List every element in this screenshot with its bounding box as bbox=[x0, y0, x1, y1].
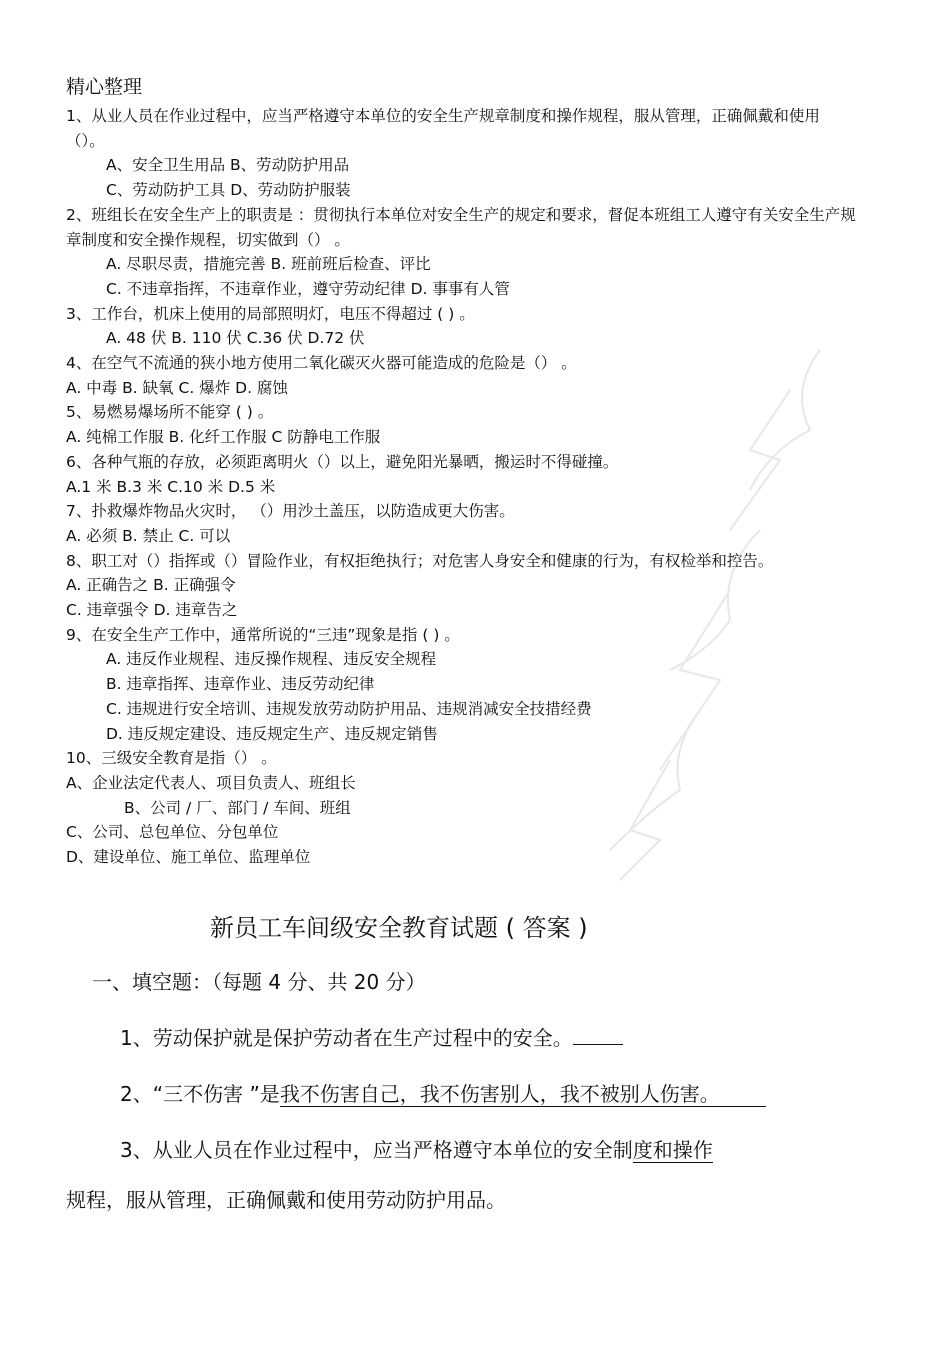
question-3: 3、工作台，机床上使用的局部照明灯，电压不得超过 ( ) 。 bbox=[66, 304, 475, 323]
question-10-option-c: C、公司、总包单位、分包单位 bbox=[66, 823, 279, 842]
question-1: 1、从业人员在作业过程中，应当严格遵守本单位的安全生产规章制度和操作规程，服从管理，正确佩戴和使用（）。 bbox=[66, 107, 820, 150]
page-header: 精心整理 bbox=[66, 76, 143, 98]
question-6: 6、各种气瓶的存放，必须距离明火（）以上，避免阳光暴晒，搬运时不得碰撞。 bbox=[66, 452, 619, 471]
answer-1-text: 1、劳动保护就是保护劳动者在生产过程中的安全。 bbox=[120, 1026, 573, 1050]
question-2-options-cd: C. 不违章指挥，不违章作业，遵守劳动纪律 D. 事事有人管 bbox=[106, 279, 510, 298]
answer-2-underlined: 我不伤害自己，我不伤害别人，我不被别人伤害。 bbox=[280, 1082, 766, 1107]
question-10-option-d: D、建设单位、施工单位、监理单位 bbox=[66, 848, 311, 867]
fill-blank-section-heading: 一、填空题：（每题 4 分、共 20 分） bbox=[92, 970, 426, 994]
question-5: 5、易燃易爆场所不能穿 ( ) 。 bbox=[66, 403, 274, 422]
question-9-option-d: D. 违反规定建设、违反规定生产、违反规定销售 bbox=[106, 724, 438, 743]
question-7: 7、扑救爆炸物品火灾时， （）用沙土盖压，以防造成更大伤害。 bbox=[66, 502, 515, 521]
question-10: 10、三级安全教育是指（） 。 bbox=[66, 749, 277, 768]
answer-1 bbox=[120, 1022, 623, 1051]
question-2-options-ab: A. 尽职尽责，措施完善 B. 班前班后检查、评比 bbox=[106, 255, 431, 274]
answer-3-underlined: 度和操作 bbox=[632, 1138, 713, 1162]
question-8-options-cd: C. 违章强令 D. 违章告之 bbox=[66, 601, 238, 620]
question-5-options: A. 纯棉工作服 B. 化纤工作服 C 防静电工作服 bbox=[66, 428, 381, 447]
question-10-option-a: A、企业法定代表人、项目负责人、班组长 bbox=[66, 773, 356, 792]
question-4-options: A. 中毒 B. 缺氧 C. 爆炸 D. 腐蚀 bbox=[66, 378, 288, 397]
question-7-options: A. 必须 B. 禁止 C. 可以 bbox=[66, 526, 231, 545]
answers-title: 新员工车间级安全教育试题 ( 答案 ) bbox=[210, 914, 588, 942]
question-2: 2、班组长在安全生产上的职责是 ：贯彻执行本单位对安全生产的规定和要求，督促本班组工人遵守有关安全生产规章制度和安全操作规程，切实做到（） 。 bbox=[66, 205, 856, 249]
answer-3 bbox=[120, 1134, 713, 1163]
question-9-option-c: C. 违规进行安全培训、违规发放劳动防护用品、违规消减安全技措经费 bbox=[106, 699, 592, 718]
question-1-options-ab: A、安全卫生用品 B、劳动防护用品 bbox=[106, 156, 350, 175]
answer-2-prefix: 2、“三不伤害 ”是 bbox=[120, 1082, 280, 1106]
question-10-option-b: B、公司 / 厂、部门 / 车间、班组 bbox=[124, 798, 351, 817]
question-9-option-b: B. 违章指挥、违章作业、违反劳动纪律 bbox=[106, 675, 375, 694]
question-8: 8、职工对（）指挥或（）冒险作业，有权拒绝执行；对危害人身安全和健康的行为，有权检举和控告。 bbox=[66, 551, 774, 570]
question-8-options-ab: A. 正确告之 B. 正确强令 bbox=[66, 576, 236, 595]
question-3-options: A. 48 伏 B. 110 伏 C.36 伏 D.72 伏 bbox=[106, 329, 365, 348]
question-1-options-cd: C、劳动防护工具 D、劳动防护服装 bbox=[106, 181, 351, 200]
question-9-option-a: A. 违反作业规程、违反操作规程、违反安全规程 bbox=[106, 650, 437, 669]
quiz-section bbox=[66, 104, 856, 870]
answer-2 bbox=[120, 1078, 766, 1107]
question-6-options: A.1 米 B.3 米 C.10 米 D.5 米 bbox=[66, 477, 276, 496]
answer-1-blank bbox=[573, 1026, 623, 1045]
answer-3-continued: 规程，服从管理，正确佩戴和使用劳动防护用品。 bbox=[66, 1188, 506, 1212]
question-4: 4、在空气不流通的狭小地方使用二氧化碳灭火器可能造成的危险是（） 。 bbox=[66, 354, 577, 373]
question-9: 9、在安全生产工作中，通常所说的“三违”现象是指 ( ) 。 bbox=[66, 625, 460, 644]
answer-3-prefix: 3、从业人员在作业过程中，应当严格遵守本单位的安全制 bbox=[120, 1138, 633, 1162]
